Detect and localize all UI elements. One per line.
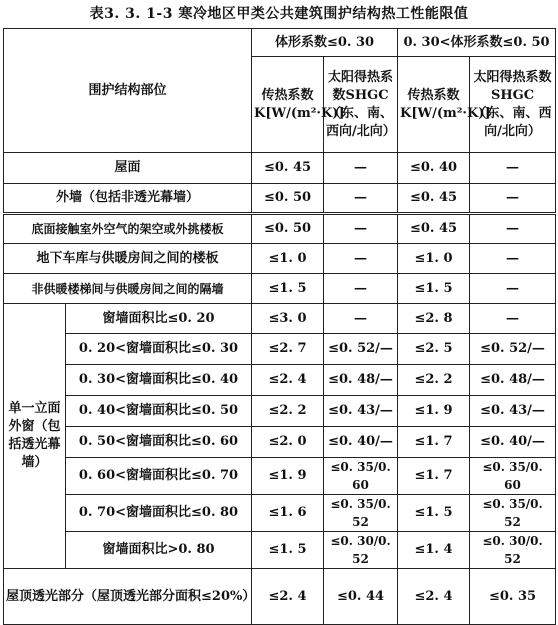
thermal-performance-table [3, 28, 556, 625]
row-s1: ≤0. 48/— [324, 365, 398, 396]
row-part: 0. 30<窗墙面积比≤0. 40 [66, 365, 252, 396]
group2-header: 0. 30<体形系数≤0. 50 [398, 29, 556, 57]
row-s2: — [470, 153, 556, 184]
row-k2: ≤1. 4 [398, 532, 470, 569]
row-s2: ≤0. 43/— [470, 396, 556, 427]
table-row [4, 427, 556, 458]
row-k2: ≤1. 5 [398, 274, 470, 304]
row-part: 屋顶透光部分（屋顶透光部分面积≤20%） [4, 569, 252, 625]
row-part: 窗墙面积比≤0. 20 [66, 304, 252, 334]
row-k1: ≤0. 50 [252, 214, 324, 244]
row-k1: ≤0. 50 [252, 184, 324, 214]
row-k2: ≤2. 4 [398, 569, 470, 625]
row-s1: — [324, 304, 398, 334]
row-s1: ≤0. 43/— [324, 396, 398, 427]
row-part: 0. 70<窗墙面积比≤0. 80 [66, 495, 252, 532]
row-s2: ≤0. 40/— [470, 427, 556, 458]
row-part: 0. 40<窗墙面积比≤0. 50 [66, 396, 252, 427]
row-part: 0. 60<窗墙面积比≤0. 70 [66, 458, 252, 495]
table-row [4, 569, 556, 625]
table-row [4, 334, 556, 365]
table-row [4, 458, 556, 495]
row-k2: ≤0. 45 [398, 214, 470, 244]
table-title: 表3. 3. 1-3 寒冷地区甲类公共建筑围护结构热工性能限值 [89, 6, 469, 22]
part-header: 围护结构部位 [4, 29, 252, 153]
row-k1: ≤1. 9 [252, 458, 324, 495]
row-k2: ≤1. 9 [398, 396, 470, 427]
row-s2: ≤0. 35/0. 60 [470, 458, 556, 495]
row-s1: ≤0. 40/— [324, 427, 398, 458]
row-k2: ≤1. 7 [398, 458, 470, 495]
row-s2: — [470, 214, 556, 244]
row-s1: ≤0. 30/0. 52 [324, 532, 398, 569]
table-row [4, 532, 556, 569]
row-k1: ≤2. 2 [252, 396, 324, 427]
shgc-header-2: 太阳得热系数SHGC（东、南、西向/北向） [470, 57, 556, 153]
row-part: 0. 50<窗墙面积比≤0. 60 [66, 427, 252, 458]
row-k1: ≤1. 0 [252, 244, 324, 274]
row-k1: ≤3. 0 [252, 304, 324, 334]
table-row [4, 396, 556, 427]
table-row [4, 274, 556, 304]
row-s2: — [470, 184, 556, 214]
table-row [4, 184, 556, 214]
row-s2: — [470, 244, 556, 274]
row-part: 地下车库与供暖房间之间的楼板 [4, 244, 252, 274]
row-s2: — [470, 274, 556, 304]
row-k2: ≤2. 8 [398, 304, 470, 334]
table-row [4, 214, 556, 244]
row-k2: ≤1. 0 [398, 244, 470, 274]
row-s2: ≤0. 35/0. 52 [470, 495, 556, 532]
row-k1: ≤2. 4 [252, 365, 324, 396]
row-s1: ≤0. 52/— [324, 334, 398, 365]
row-s1: — [324, 214, 398, 244]
row-s1: ≤0. 44 [324, 569, 398, 625]
row-k1: ≤2. 0 [252, 427, 324, 458]
k-header-2: 传热系数K[W/(m²·K)] [398, 57, 470, 153]
window-group-label: 单一立面外窗（包括透光幕墙） [4, 304, 66, 569]
row-part: 窗墙面积比>0. 80 [66, 532, 252, 569]
row-k2: ≤0. 40 [398, 153, 470, 184]
row-k1: ≤1. 5 [252, 274, 324, 304]
shgc-header-1: 太阳得热系数SHGC（东、南、西向/北向） [324, 57, 398, 153]
row-k1: ≤2. 4 [252, 569, 324, 625]
row-s1: — [324, 244, 398, 274]
row-k1: ≤2. 7 [252, 334, 324, 365]
table-row [4, 244, 556, 274]
row-s1: — [324, 153, 398, 184]
row-part: 非供暖楼梯间与供暖房间之间的隔墙 [4, 274, 252, 304]
table-row [4, 495, 556, 532]
row-s1: ≤0. 35/0. 60 [324, 458, 398, 495]
row-part: 底面接触室外空气的架空或外挑楼板 [4, 214, 252, 244]
row-part: 0. 20<窗墙面积比≤0. 30 [66, 334, 252, 365]
row-k2: ≤1. 5 [398, 495, 470, 532]
row-part: 屋面 [4, 153, 252, 184]
row-k2: ≤2. 5 [398, 334, 470, 365]
k-header-1: 传热系数K[W/(m²·K)] [252, 57, 324, 153]
table-row [4, 365, 556, 396]
table-row [4, 304, 556, 334]
row-k1: ≤0. 45 [252, 153, 324, 184]
row-s1: ≤0. 35/0. 52 [324, 495, 398, 532]
row-part: 外墙（包括非透光幕墙） [4, 184, 252, 214]
row-k2: ≤0. 45 [398, 184, 470, 214]
table-row [4, 153, 556, 184]
row-s2: ≤0. 30/0. 52 [470, 532, 556, 569]
row-s2: — [470, 304, 556, 334]
row-k1: ≤1. 5 [252, 532, 324, 569]
row-k2: ≤1. 7 [398, 427, 470, 458]
row-s1: — [324, 274, 398, 304]
row-k2: ≤2. 2 [398, 365, 470, 396]
row-s2: ≤0. 48/— [470, 365, 556, 396]
group1-header: 体形系数≤0. 30 [252, 29, 398, 57]
row-k1: ≤1. 6 [252, 495, 324, 532]
row-s2: ≤0. 52/— [470, 334, 556, 365]
row-s2: ≤0. 35 [470, 569, 556, 625]
header-row-1 [4, 29, 556, 57]
row-s1: — [324, 184, 398, 214]
